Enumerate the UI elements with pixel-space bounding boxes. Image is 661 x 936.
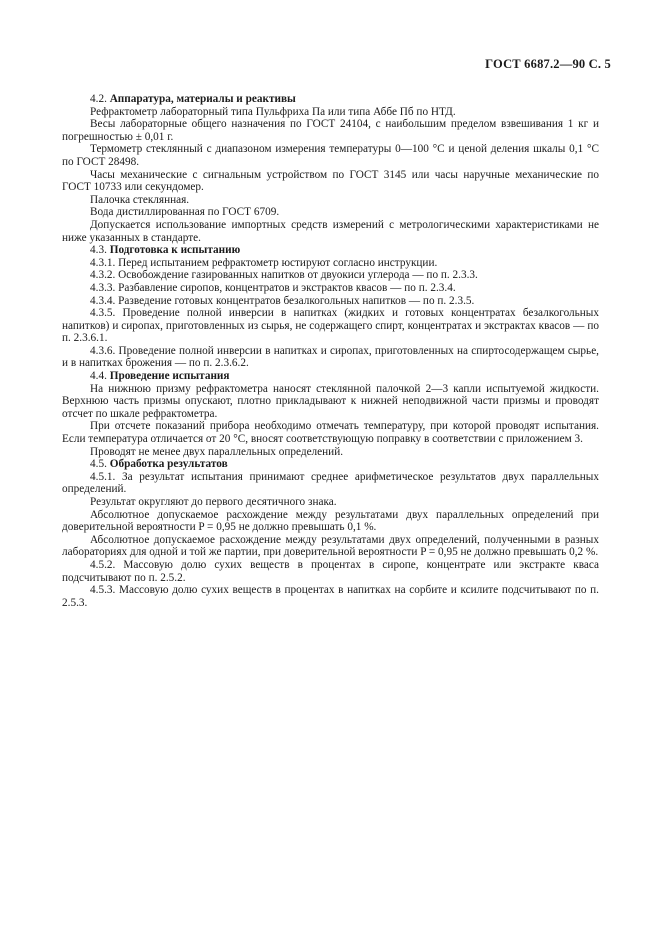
paragraph: 4.3.2. Освобождение газированных напитков от двуокиси углерода — по п. 2.3.3. [90, 269, 478, 282]
paragraph: На нижнюю призму рефрактометра наносят стеклянной палочкой 2—3 капли испытуемой жидкости. Верхнюю часть призмы опускают, плотно прикладывают к нижней неподвижной части призмы и проводят отсчет по шкале рефрактометра. [62, 382, 599, 420]
page-header: ГОСТ 6687.2—90 С. 5 [485, 57, 611, 71]
section-number: 4.4. [90, 370, 107, 383]
section-number: 4.2. [90, 93, 107, 105]
section-title: Аппаратура, материалы и реактивы [109, 93, 296, 105]
section-number: 4.5. [90, 458, 107, 471]
paragraph: Проводят не менее двух параллельных определений. [90, 445, 344, 458]
section-title: Обработка результатов [109, 458, 228, 471]
section-heading-4-4 [62, 370, 599, 383]
section-title: Подготовка к испытанию [109, 244, 241, 257]
section-heading-4-2 [62, 93, 599, 106]
paragraph: 4.5.3. Массовую долю сухих веществ в процентах в напитках на сорбите и ксилите подсчитывают по п. 2.5.3. [62, 584, 599, 609]
paragraph: 4.5.2. Массовую долю сухих веществ в процентах в сиропе, концентрате или экстракте кваса подсчитывают по п. 2.5.2. [62, 558, 599, 584]
paragraph: Допускается использование импортных средств измерений с метрологическими характеристиками не ниже указанных в стандарте. [62, 218, 599, 244]
paragraph: Палочка стеклянная. [90, 193, 190, 206]
paragraph: Абсолютное допускаемое расхождение между результатами двух определений, полученными в разных лабораториях для одной и той же партии, при доверительной вероятности P = 0,95 не должно превышать 0,2 %. [62, 533, 599, 559]
paragraph: Термометр стеклянный с диапазоном измерения температуры 0—100 °С и ценой деления шкалы 0,1 °С по ГОСТ 28498. [62, 143, 599, 168]
paragraph: Результат округляют до первого десятичного знака. [90, 496, 337, 508]
paragraph: 4.3.4. Разведение готовых концентратов безалкогольных напитков — по п. 2.3.5. [90, 294, 475, 307]
paragraph: Рефрактометр лабораторный типа Пульфриха Па или типа Аббе Пб по НТД. [90, 105, 456, 118]
paragraph: Весы лабораторные общего назначения по ГОСТ 24104, с наибольшим пределом взвешивания 1 кг и погрешностью ± 0,01 г. [62, 118, 599, 143]
paragraph: При отсчете показаний прибора необходимо отмечать температуру, при которой проводят испытания. Если температура отличается от 20 °С, вносят соответствующую поправку в соответствии с приложением 3. [62, 420, 599, 446]
paragraph: 4.3.6. Проведение полной инверсии в напитках и сиропах, приготовленных на спиртосодержащем сырье, и в напитках брожения — по п. 2.3.6.2. [62, 344, 599, 370]
document-body [62, 93, 599, 609]
paragraph: Часы механические с сигнальным устройством по ГОСТ 3145 или часы наручные механические по ГОСТ 10733 или секундомер. [62, 168, 599, 194]
paragraph: 4.3.3. Разбавление сиропов, концентратов и экстрактов квасов — по п. 2.3.4. [90, 281, 456, 294]
section-number: 4.3. [90, 244, 107, 257]
section-heading-4-5 [62, 458, 599, 471]
paragraph: 4.5.1. За результат испытания принимают среднее арифметическое результатов двух параллельных определений. [62, 470, 599, 496]
paragraph: Вода дистиллированная по ГОСТ 6709. [90, 206, 280, 219]
paragraph: 4.3.1. Перед испытанием рефрактометр юстируют согласно инструкции. [90, 256, 438, 269]
paragraph: 4.3.5. Проведение полной инверсии в напитках (жидких и готовых концентратах безалкогольных напитков) и сиропах, приготовленных из сырья, не содержащего спирт, концентратах и экстрактах квасов — по п. 2.3.6.1. [62, 307, 599, 345]
section-heading-4-3 [62, 244, 599, 257]
paragraph: Абсолютное допускаемое расхождение между результатами двух параллельных определений при доверительной вероятности P = 0,95 не должно превышать 0,1 %. [62, 508, 599, 534]
section-title: Проведение испытания [109, 370, 230, 383]
